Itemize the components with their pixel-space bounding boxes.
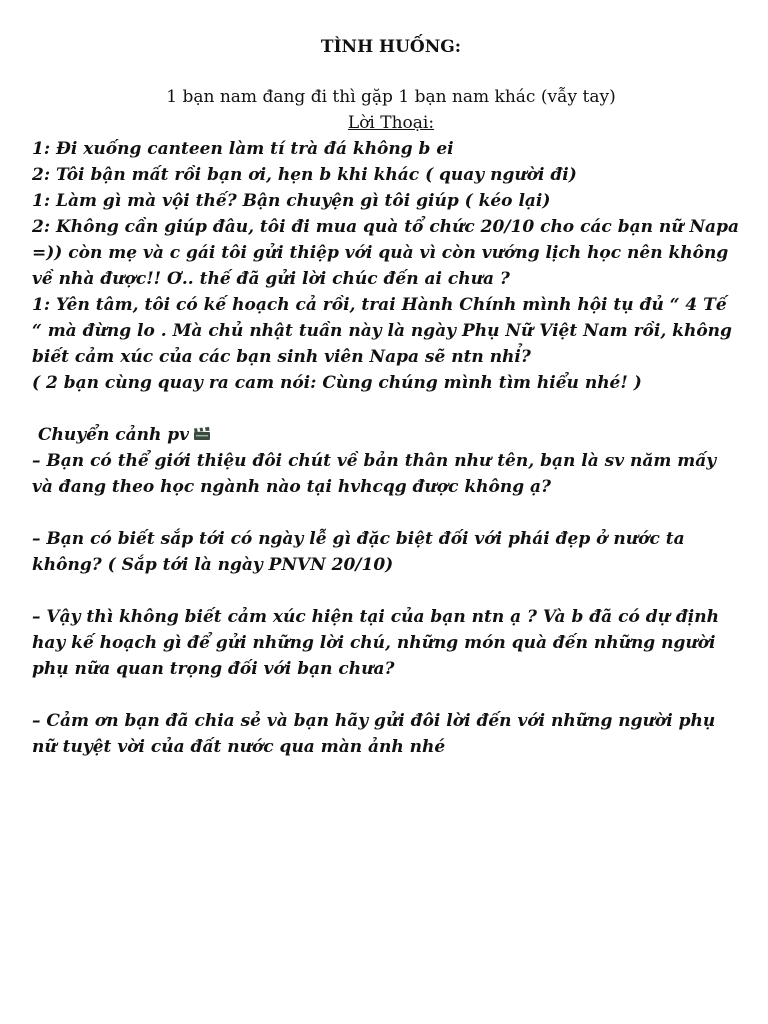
dialogue-line: 1: Làm gì mà vội thế? Bận chuyện gì tôi giúp ( kéo lại) (32, 191, 551, 211)
document-title: TÌNH HUỐNG: (320, 37, 462, 57)
interview-question: – Vậy thì không biết cảm xúc hiện tại của bạn ntn ạ ? Và b đã có dự định hay kế hoạch gì để gửi những lời chú, những món quà đến những người phụ nữa quan trọng đối với bạn chưa? (32, 607, 719, 679)
dialogue-line: 2: Không cần giúp đâu, tôi đi mua quà tổ chức 20/10 cho các bạn nữ Napa =)) còn mẹ và c gái tôi gửi thiệp với quà vì còn vướng lịch học nên không về nhà được!! Ơ.. thế đã gửi lời chúc đến ai chưa ? (32, 217, 739, 289)
dialogue-line: 1: Yên tâm, tôi có kế hoạch cả rồi, trai Hành Chính mình hội tụ đủ “ 4 Tế “ mà đừng lo . Mà chủ nhật tuần này là ngày Phụ Nữ Việt Nam rồi, không biết cảm xúc của các bạn sinh viên Napa sẽ ntn nhỉ? (32, 295, 732, 367)
scene-change-line (32, 422, 742, 448)
scene-change-label: Chuyển cảnh pv (38, 425, 189, 445)
dialogue-section (32, 136, 750, 396)
spacer (32, 578, 742, 604)
interview-question: – Bạn có biết sắp tới có ngày lễ gì đặc biệt đối với phái đẹp ở nước ta không? ( Sắp tới là ngày PNVN 20/10) (32, 529, 685, 575)
interview-question: – Bạn có thể giới thiệu đôi chút về bản thân như tên, bạn là sv năm mấy và đang theo học ngành nào tại hvhcqg được không ạ? (32, 451, 717, 497)
dialogue-line: ( 2 bạn cùng quay ra cam nói: Cùng chúng mình tìm hiểu nhé! ) (32, 373, 642, 393)
clapper-board-icon (193, 423, 211, 437)
interview-section (32, 422, 750, 760)
interview-question: – Cảm ơn bạn đã chia sẻ và bạn hãy gửi đôi lời đến với những người phụ nữ tuyệt vời của đất nước qua màn ảnh nhé (32, 711, 716, 757)
scenario-description: 1 bạn nam đang đi thì gặp 1 bạn nam khác (vẫy tay) (166, 87, 616, 107)
dialogue-line: 1: Đi xuống canteen làm tí trà đá không b ei (32, 139, 454, 159)
dialogue-heading: Lời Thoại: (347, 113, 435, 133)
spacer (32, 500, 742, 526)
spacer (32, 682, 742, 708)
dialogue-line: 2: Tôi bận mất rồi bạn ơi, hẹn b khi khác ( quay người đi) (32, 165, 577, 185)
spacer (32, 396, 750, 422)
